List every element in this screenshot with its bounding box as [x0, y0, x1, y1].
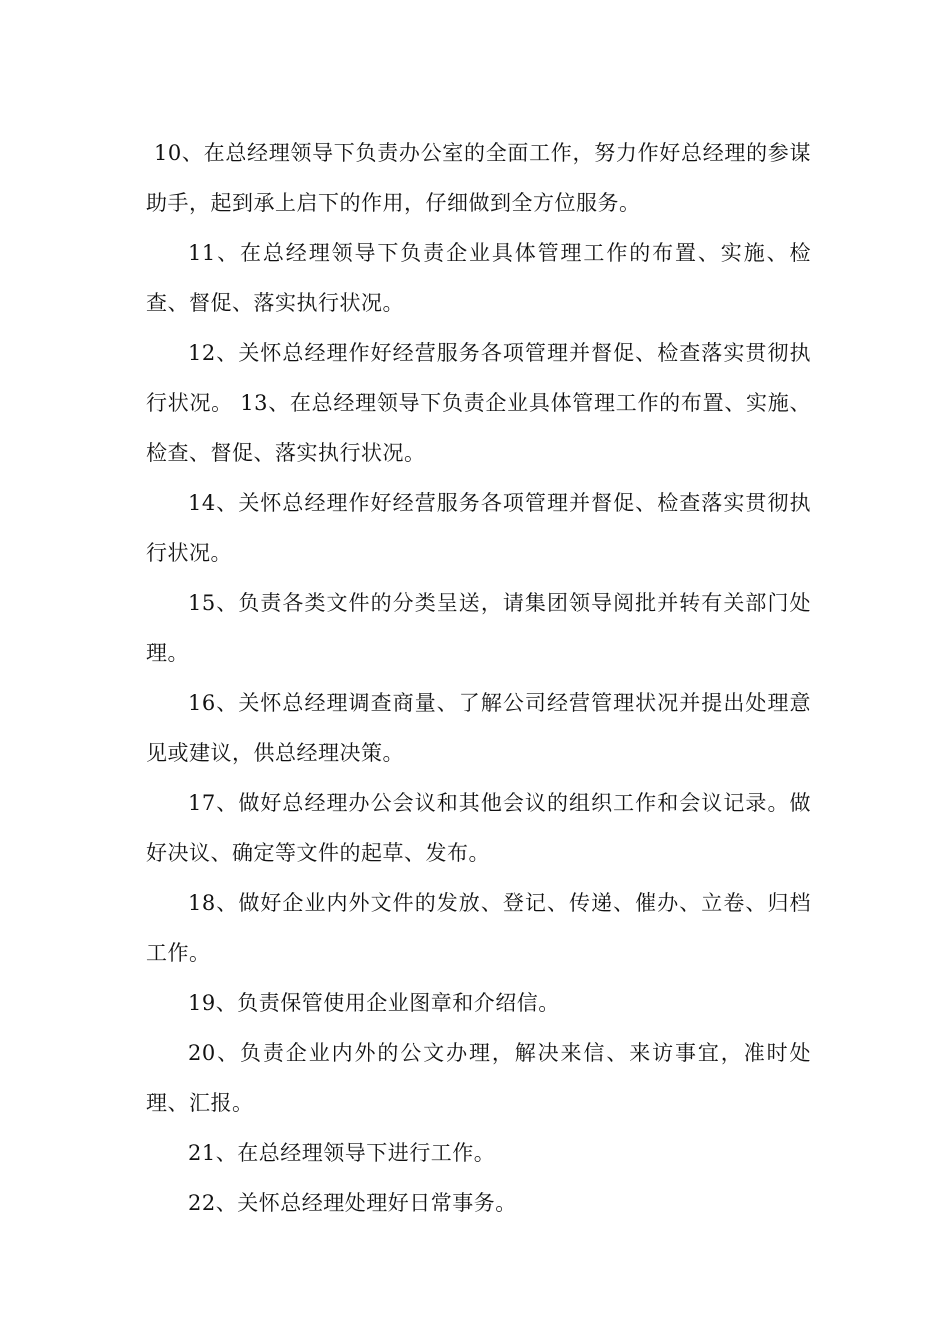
paragraph-18: 18、做好企业内外文件的发放、登记、传递、催办、立卷、归档工作。: [146, 891, 811, 965]
paragraph-17: 17、做好总经理办公会议和其他会议的组织工作和会议记录。做好决议、确定等文件的起草、发布。: [146, 791, 811, 865]
paragraph-11: 11、在总经理领导下负责企业具体管理工作的布置、实施、检查、督促、落实执行状况。: [146, 241, 811, 315]
paragraph-16: 16、关怀总经理调查商量、了解公司经营管理状况并提出处理意见或建议，供总经理决策。: [146, 691, 811, 765]
paragraph-22: 22、关怀总经理处理好日常事务。: [188, 1191, 517, 1215]
document-body: [146, 128, 811, 1228]
paragraph-12-13: 12、关怀总经理作好经营服务各项管理并督促、检查落实贯彻执行状况。 13、在总经理领导下负责企业具体管理工作的布置、实施、检查、督促、落实执行状况。: [146, 341, 811, 465]
paragraph-15: 15、负责各类文件的分类呈送，请集团领导阅批并转有关部门处理。: [146, 591, 811, 665]
paragraph-20: 20、负责企业内外的公文办理，解决来信、来访事宜，准时处理、汇报。: [146, 1041, 811, 1115]
paragraph-10: 10、在总经理领导下负责办公室的全面工作，努力作好总经理的参谋助手，起到承上启下的作用，仔细做到全方位服务。: [146, 141, 811, 215]
paragraph-19: 19、负责保管使用企业图章和介绍信。: [188, 991, 560, 1015]
paragraph-21: 21、在总经理领导下进行工作。: [188, 1141, 496, 1165]
paragraph-14: 14、关怀总经理作好经营服务各项管理并督促、检查落实贯彻执行状况。: [146, 491, 811, 565]
